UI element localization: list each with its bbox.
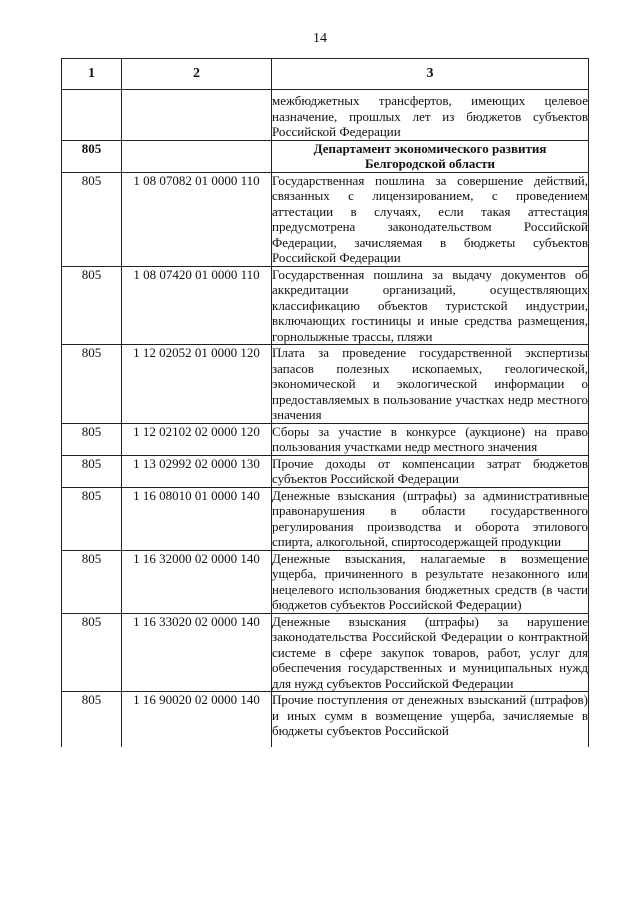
column-header-1: 1 — [62, 59, 122, 90]
revenue-name: Прочие поступления от денежных взысканий (штрафов) и иных сумм в возмещение ущерба, зачисляемые в бюджеты субъектов Российской — [272, 692, 589, 747]
admin-code: 805 — [62, 613, 122, 692]
revenue-codes-table — [61, 58, 589, 747]
admin-code: 805 — [62, 455, 122, 487]
admin-code: 805 — [62, 172, 122, 266]
revenue-name: Прочие доходы от компенсации затрат бюджетов субъектов Российской Федерации — [272, 455, 588, 486]
table-row — [62, 487, 589, 550]
department-code: 805 — [62, 140, 122, 172]
revenue-code: 1 08 07420 01 0000 110 — [122, 266, 272, 345]
admin-code: 805 — [62, 266, 122, 345]
admin-code: 805 — [62, 345, 122, 424]
empty-cell — [122, 140, 272, 172]
revenue-code: 1 12 02102 02 0000 120 — [122, 423, 272, 455]
empty-cell — [62, 90, 122, 141]
empty-cell — [122, 90, 272, 141]
table-header-row — [62, 59, 589, 90]
table-row — [62, 613, 589, 692]
revenue-code: 1 16 33020 02 0000 140 — [122, 613, 272, 692]
revenue-name: Денежные взыскания, налагаемые в возмещение ущерба, причиненного в результате незаконного или нецелевого использования бюджетных средств (в части бюджетов субъектов Российской Федерации) — [272, 550, 588, 612]
table-row — [62, 172, 589, 266]
department-row — [62, 140, 589, 172]
table-row — [62, 345, 589, 424]
table-row — [62, 455, 589, 487]
revenue-name: Денежные взыскания (штрафы) за нарушение законодательства Российской Федерации о контрактной системе в сфере закупок товаров, работ, услуг для обеспечения государственных и муниципальных нужд для нужд субъектов Российской Федерации — [272, 613, 588, 691]
continuation-row — [62, 90, 589, 141]
revenue-code: 1 16 08010 01 0000 140 — [122, 487, 272, 550]
revenue-name: Государственная пошлина за выдачу документов об аккредитации организаций, осуществляющих классификацию объектов туристской индустрии, включающих гостиницы и иные средства размещения, горнолыжные трассы, пляжи — [272, 266, 588, 344]
revenue-name: Государственная пошлина за совершение действий, связанных с лицензированием, с проведением аттестации в случаях, если такая аттестация предусмотрена законодательством Российской Федерации, зачисляемая в бюджеты субъектов Российской Федерации — [272, 172, 588, 265]
revenue-name: Денежные взыскания (штрафы) за административные правонарушения в области государственного регулирования производства и оборота этилового спирта, алкогольной, спиртосодержащей продукции — [272, 487, 588, 549]
revenue-name: Плата за проведение государственной экспертизы запасов полезных ископаемых, геологической, экономической и экологической информации о предоставляемых в пользование участках недр местного значения — [272, 345, 588, 422]
column-header-2: 2 — [122, 59, 272, 90]
admin-code: 805 — [62, 423, 122, 455]
revenue-code: 1 08 07082 01 0000 110 — [122, 172, 272, 266]
revenue-code: 1 16 32000 02 0000 140 — [122, 550, 272, 613]
revenue-code: 1 13 02992 02 0000 130 — [122, 455, 272, 487]
table-row — [62, 266, 589, 345]
admin-code: 805 — [62, 550, 122, 613]
table-row — [62, 550, 589, 613]
department-name: Департамент экономического развития Белгородской области — [272, 140, 589, 172]
revenue-code: 1 16 90020 02 0000 140 — [122, 692, 272, 747]
admin-code: 805 — [62, 692, 122, 747]
admin-code: 805 — [62, 487, 122, 550]
table-row — [62, 692, 589, 747]
column-header-3: 3 — [272, 59, 589, 90]
revenue-code: 1 12 02052 01 0000 120 — [122, 345, 272, 424]
revenue-name: Сборы за участие в конкурсе (аукционе) на право пользования участками недр местного значения — [272, 423, 588, 454]
continuation-text: межбюджетных трансфертов, имеющих целевое назначение, прошлых лет из бюджетов субъектов Российской Федерации — [272, 90, 589, 141]
page-number: 14 — [313, 31, 327, 46]
table-row — [62, 423, 589, 455]
